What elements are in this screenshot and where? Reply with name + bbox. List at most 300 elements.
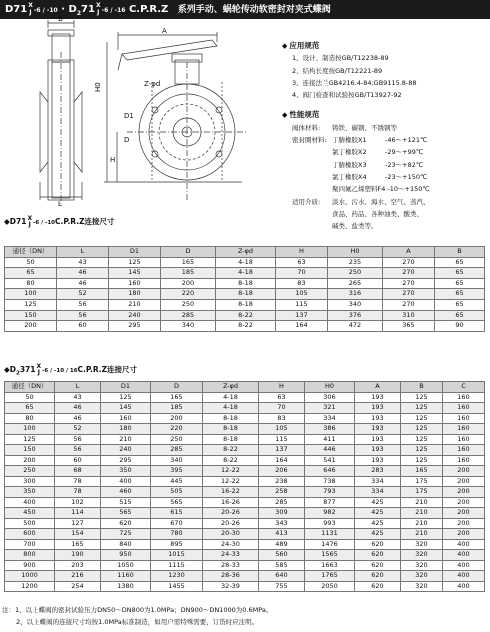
column-header: D1 <box>101 382 151 393</box>
table-cell: 210 <box>401 508 443 519</box>
table-cell: 615 <box>151 508 203 519</box>
table-cell: 200 <box>443 518 485 529</box>
table-cell: 840 <box>101 539 151 550</box>
table-cell: 145 <box>101 403 151 414</box>
table-cell: 295 <box>109 321 161 332</box>
table-cell: 165 <box>401 466 443 477</box>
apply-item: 2、结构长度按GB/T12221-89 <box>292 66 383 75</box>
table-cell: 8-22 <box>216 310 276 321</box>
table-cell: 250 <box>5 466 55 477</box>
table-cell: 240 <box>109 310 161 321</box>
table-cell: 193 <box>355 445 401 456</box>
table-cell: 1230 <box>151 571 203 582</box>
column-header: D1 <box>109 247 161 258</box>
table-cell: 52 <box>55 424 101 435</box>
table-cell: 200 <box>5 455 55 466</box>
table-cell: 56 <box>55 445 101 456</box>
table-cell: 165 <box>55 539 101 550</box>
table-cell: 993 <box>305 518 355 529</box>
table-cell: 755 <box>259 581 305 592</box>
table-cell: 565 <box>151 497 203 508</box>
table-cell: 738 <box>305 476 355 487</box>
table-cell: 1160 <box>101 571 151 582</box>
table-row <box>5 518 485 529</box>
table-cell: 160 <box>443 434 485 445</box>
table-cell: 1455 <box>151 581 203 592</box>
table-cell: 60 <box>55 455 101 466</box>
table-cell: 115 <box>276 299 328 310</box>
table-cell: 24-33 <box>203 550 259 561</box>
table-row <box>5 289 485 300</box>
table-cell: 137 <box>276 310 328 321</box>
diamond-icon: ◆ <box>282 111 288 120</box>
media-row: 食品、药品、各种油类、酸类、 <box>332 209 423 218</box>
table-cell: 65 <box>435 289 485 300</box>
table-cell: 1200 <box>5 581 55 592</box>
table-cell: 950 <box>101 550 151 561</box>
table-cell: 46 <box>57 278 109 289</box>
table-cell: 63 <box>276 257 328 268</box>
table-cell: 127 <box>55 518 101 529</box>
table1-caption: ◆D71 X J -6 / -10C.P.R.Z连接尺寸 <box>4 215 115 228</box>
table-cell: 780 <box>151 529 203 540</box>
table-cell: 164 <box>259 455 305 466</box>
model2-sub: 2 <box>76 10 82 17</box>
table-cell: 180 <box>101 424 151 435</box>
table-cell: 8-18 <box>216 289 276 300</box>
table-cell: 165 <box>151 392 203 403</box>
table-header-row <box>5 247 485 258</box>
table-cell: 65 <box>435 299 485 310</box>
table-cell: 203 <box>55 560 101 571</box>
table-cell: 16-26 <box>203 497 259 508</box>
table-row <box>5 257 485 268</box>
header-title: 系列手动、蜗轮传动软密封对夹式蝶阀 <box>177 5 331 15</box>
table-cell: 620 <box>355 571 401 582</box>
table-cell: 895 <box>151 539 203 550</box>
table-cell: 210 <box>101 434 151 445</box>
dim-label-b: B <box>58 15 63 23</box>
table-cell: 1050 <box>101 560 151 571</box>
table-cell: 334 <box>305 413 355 424</box>
table-cell: 500 <box>5 518 55 529</box>
table-cell: 400 <box>5 497 55 508</box>
table-cell: 877 <box>305 497 355 508</box>
apply-title: ◆ 应用规范 <box>282 41 320 50</box>
table-cell: 220 <box>161 289 216 300</box>
table-cell: 425 <box>355 529 401 540</box>
table-cell: 56 <box>57 299 109 310</box>
table-cell: 238 <box>259 476 305 487</box>
table-cell: 125 <box>401 434 443 445</box>
table-cell: 125 <box>5 434 55 445</box>
dim-label-z: Z-φd <box>144 80 161 88</box>
seal-row: 丁腈橡胶X3 -23～+82℃ <box>332 160 424 169</box>
table-cell: 78 <box>55 487 101 498</box>
column-header: A <box>355 382 401 393</box>
apply-item: 3、连接法兰GB4216.4-84;GB9115.8-88 <box>292 78 417 87</box>
table-cell: 32-39 <box>203 581 259 592</box>
table-cell: 50 <box>5 392 55 403</box>
table-cell: 150 <box>5 445 55 456</box>
table-cell: 150 <box>5 310 57 321</box>
table-row <box>5 466 485 477</box>
table-cell: 193 <box>355 424 401 435</box>
table-cell: 350 <box>101 466 151 477</box>
table-cell: 285 <box>161 310 216 321</box>
table-cell: 2050 <box>305 581 355 592</box>
table-cell: 386 <box>305 424 355 435</box>
table-cell: 283 <box>355 466 401 477</box>
table-cell: 50 <box>5 257 57 268</box>
table-cell: 250 <box>328 268 383 279</box>
table-cell: 285 <box>151 445 203 456</box>
header-separator: · <box>61 4 66 15</box>
table-row <box>5 268 485 279</box>
table-cell: 175 <box>401 476 443 487</box>
table-cell: 620 <box>355 560 401 571</box>
dim-label-d1: D1 <box>124 112 134 120</box>
table-cell: 125 <box>401 413 443 424</box>
table-cell: 310 <box>383 310 435 321</box>
table-cell: 4-18 <box>203 403 259 414</box>
model2-xj: X J <box>95 2 101 16</box>
model1-pressure: -6 / -10 <box>33 7 58 14</box>
model2-pressure: -6 / -16 <box>101 7 126 14</box>
valve-drawing <box>12 15 267 208</box>
table-cell: 285 <box>259 497 305 508</box>
table-cell: 100 <box>5 289 57 300</box>
table-cell: 316 <box>328 289 383 300</box>
table-cell: 235 <box>328 257 383 268</box>
table-cell: 425 <box>355 497 401 508</box>
diamond-icon: ◆ <box>4 217 10 226</box>
table-cell: 400 <box>443 550 485 561</box>
table-cell: 254 <box>55 581 101 592</box>
table-cell: 20-26 <box>203 518 259 529</box>
table-cell: 46 <box>57 268 109 279</box>
column-header: C <box>443 382 485 393</box>
table-cell: 190 <box>55 550 101 561</box>
table-cell: 200 <box>443 508 485 519</box>
table-cell: 340 <box>151 455 203 466</box>
table-cell: 70 <box>276 268 328 279</box>
model1-xj: X J <box>28 2 33 16</box>
table-cell: 60 <box>57 321 109 332</box>
table-cell: 200 <box>161 278 216 289</box>
model2-mid: 71 <box>81 4 95 15</box>
dim-label-l: L <box>58 200 62 208</box>
seal-row: 氯丁橡胶X4 -23～+150℃ <box>332 172 428 181</box>
table-cell: 489 <box>259 539 305 550</box>
table-cell: 210 <box>109 299 161 310</box>
table-cell: 620 <box>355 581 401 592</box>
table-cell: 411 <box>305 434 355 445</box>
table1 <box>4 246 485 332</box>
table-cell: 200 <box>443 476 485 487</box>
table-cell: 70 <box>259 403 305 414</box>
table-cell: 1015 <box>151 550 203 561</box>
dim-label-d: D <box>124 136 130 144</box>
table-cell: 620 <box>355 550 401 561</box>
table-cell: 193 <box>355 434 401 445</box>
table-cell: 270 <box>383 278 435 289</box>
column-header: L <box>57 247 109 258</box>
column-header: Z-φd <box>203 382 259 393</box>
seal-material-row: 密封圈材料: 丁腈橡胶X1 -46～+121℃ <box>292 136 428 145</box>
table-cell: 1765 <box>305 571 355 582</box>
dim-label-h: H <box>110 156 116 164</box>
table-cell: 8-18 <box>216 278 276 289</box>
page-header <box>0 0 490 19</box>
table-cell: 725 <box>101 529 151 540</box>
table-cell: 16-22 <box>203 487 259 498</box>
table-cell: 395 <box>151 466 203 477</box>
table-cell: 65 <box>5 268 57 279</box>
table-cell: 145 <box>109 268 161 279</box>
table-cell: 334 <box>355 487 401 498</box>
table-row <box>5 413 485 424</box>
table-cell: 265 <box>328 278 383 289</box>
table-cell: 193 <box>355 403 401 414</box>
table-cell: 210 <box>401 518 443 529</box>
table-cell: 180 <box>109 289 161 300</box>
table-row <box>5 321 485 332</box>
table-cell: 83 <box>259 413 305 424</box>
dim-label-a: A <box>162 27 167 35</box>
dim-label-h0: H0 <box>94 82 102 92</box>
column-header: B <box>401 382 443 393</box>
table-cell: 8-22 <box>203 455 259 466</box>
table-cell: 425 <box>355 518 401 529</box>
table-cell: 206 <box>259 466 305 477</box>
column-header: B <box>435 247 485 258</box>
column-header: D <box>161 247 216 258</box>
table-row <box>5 497 485 508</box>
media-row: 碱类、盐类等。 <box>332 222 378 231</box>
table-cell: 793 <box>305 487 355 498</box>
table-cell: 193 <box>355 392 401 403</box>
table-cell: 160 <box>443 424 485 435</box>
table-cell: 400 <box>443 539 485 550</box>
table-cell: 4-18 <box>203 392 259 403</box>
table-row <box>5 476 485 487</box>
media-row: 适用介质: 淡水、污水、海水、空气、蒸汽、 <box>292 197 430 206</box>
table-cell: 83 <box>276 278 328 289</box>
table-cell: 80 <box>5 278 57 289</box>
column-header: H <box>259 382 305 393</box>
table-cell: 250 <box>161 299 216 310</box>
table-cell: 350 <box>5 487 55 498</box>
table-header-row <box>5 382 485 393</box>
table-cell: 1115 <box>151 560 203 571</box>
table-cell: 137 <box>259 445 305 456</box>
table-cell: 585 <box>259 560 305 571</box>
column-header: 通径（DN） <box>5 382 55 393</box>
table-cell: 125 <box>109 257 161 268</box>
table-cell: 105 <box>259 424 305 435</box>
table-cell: 200 <box>443 497 485 508</box>
table-cell: 300 <box>5 476 55 487</box>
table-cell: 4-18 <box>216 268 276 279</box>
table-cell: 250 <box>151 434 203 445</box>
table-cell: 505 <box>151 487 203 498</box>
table-cell: 105 <box>276 289 328 300</box>
table-cell: 154 <box>55 529 101 540</box>
table-cell: 125 <box>5 299 57 310</box>
table-row <box>5 455 485 466</box>
table-cell: 46 <box>55 403 101 414</box>
ptfe-row: 聚四氟乙烯塑料F4 -10～+150℃ <box>332 185 430 194</box>
table-cell: 46 <box>55 413 101 424</box>
table-cell: 78 <box>55 476 101 487</box>
table-cell: 413 <box>259 529 305 540</box>
table-row <box>5 403 485 414</box>
table-row <box>5 529 485 540</box>
table-cell: 309 <box>259 508 305 519</box>
note-line: 2、以上蝶阀的连接尺寸均按1.0MPa标准制造，如用户需特殊需要，订货时应注明。 <box>16 618 259 626</box>
table-cell: 320 <box>401 571 443 582</box>
table-cell: 1000 <box>5 571 55 582</box>
table-cell: 65 <box>435 278 485 289</box>
table-row <box>5 310 485 321</box>
table-cell: 450 <box>5 508 55 519</box>
table-cell: 1131 <box>305 529 355 540</box>
table-cell: 8-18 <box>203 434 259 445</box>
notes <box>2 604 272 628</box>
table-cell: 340 <box>328 299 383 310</box>
table-cell: 270 <box>383 268 435 279</box>
table2-caption: $◆D_2371$ X J -6 / -10 / 16C.P.R.Z连接尺寸 <box>4 363 138 377</box>
table-cell: 560 <box>259 550 305 561</box>
table-cell: 200 <box>443 466 485 477</box>
table-cell: 321 <box>305 403 355 414</box>
model2: D <box>68 4 77 15</box>
table-cell: 56 <box>57 310 109 321</box>
table-cell: 200 <box>443 529 485 540</box>
table-row <box>5 424 485 435</box>
table-cell: 160 <box>443 392 485 403</box>
table-cell: 52 <box>57 289 109 300</box>
table-cell: 400 <box>443 560 485 571</box>
table-cell: 8-18 <box>203 424 259 435</box>
table-cell: 4-18 <box>216 257 276 268</box>
table-cell: 125 <box>401 392 443 403</box>
table-row <box>5 571 485 582</box>
table-cell: 340 <box>161 321 216 332</box>
table-cell: 700 <box>5 539 55 550</box>
table-row <box>5 560 485 571</box>
table-cell: 115 <box>259 434 305 445</box>
column-header: L <box>55 382 101 393</box>
table-cell: 12-22 <box>203 476 259 487</box>
table-cell: 270 <box>383 257 435 268</box>
model2-tail: C.P.R.Z <box>128 4 169 15</box>
table-cell: 200 <box>5 321 57 332</box>
table-row <box>5 550 485 561</box>
table-cell: 200 <box>443 487 485 498</box>
diamond-icon: ◆ <box>282 42 288 50</box>
table-cell: 620 <box>355 539 401 550</box>
table-cell: 400 <box>101 476 151 487</box>
table-cell: 43 <box>55 392 101 403</box>
table-cell: 65 <box>435 268 485 279</box>
apply-item: 1、设计、制造按GB/T12238-89 <box>292 54 389 63</box>
column-header: Z-φd <box>216 247 276 258</box>
table-cell: 258 <box>259 487 305 498</box>
table-cell: 900 <box>5 560 55 571</box>
table-row <box>5 445 485 456</box>
table-cell: 193 <box>355 455 401 466</box>
table-cell: 164 <box>276 321 328 332</box>
column-header: H0 <box>305 382 355 393</box>
table-cell: 65 <box>435 257 485 268</box>
table-cell: 472 <box>328 321 383 332</box>
table-cell: 200 <box>151 413 203 424</box>
table-cell: 670 <box>151 518 203 529</box>
table-cell: 320 <box>401 550 443 561</box>
table-cell: 1663 <box>305 560 355 571</box>
table-cell: 68 <box>55 466 101 477</box>
table-cell: 65 <box>435 310 485 321</box>
table-cell: 240 <box>101 445 151 456</box>
body-material-row: 阀体材料: 铸铁、碳钢、不锈钢等 <box>292 123 397 132</box>
table-cell: 56 <box>55 434 101 445</box>
table-cell: 460 <box>101 487 151 498</box>
table-row <box>5 434 485 445</box>
table-cell: 210 <box>401 497 443 508</box>
note-line: 注：1、以上蝶阀的密封试验压力DN50～DN800为1.0MPa；DN900～DN1000为0.6MPa。 <box>2 606 273 614</box>
table-cell: 425 <box>355 508 401 519</box>
perf-title: ◆ 性能规范 <box>282 110 320 120</box>
table-cell: 800 <box>5 550 55 561</box>
table-cell: 165 <box>161 257 216 268</box>
table-cell: 216 <box>55 571 101 582</box>
table-cell: 620 <box>101 518 151 529</box>
table-cell: 125 <box>401 445 443 456</box>
table-cell: 100 <box>5 424 55 435</box>
table2 <box>4 381 485 592</box>
table-cell: 114 <box>55 508 101 519</box>
table-cell: 125 <box>101 392 151 403</box>
table-cell: 445 <box>151 476 203 487</box>
column-header: D <box>151 382 203 393</box>
table-cell: 160 <box>443 455 485 466</box>
seal-row: 氯丁橡胶X2 -29～+99℃ <box>332 148 424 157</box>
table-cell: 600 <box>5 529 55 540</box>
table-cell: 8-22 <box>203 445 259 456</box>
table-cell: 28-36 <box>203 571 259 582</box>
table-cell: 1565 <box>305 550 355 561</box>
table-cell: 306 <box>305 392 355 403</box>
table-cell: 210 <box>401 529 443 540</box>
table-cell: 160 <box>109 278 161 289</box>
table-cell: 365 <box>383 321 435 332</box>
column-header: H0 <box>328 247 383 258</box>
table-row <box>5 508 485 519</box>
table-cell: 270 <box>383 289 435 300</box>
table-cell: 125 <box>401 424 443 435</box>
table-row <box>5 278 485 289</box>
table-cell: 80 <box>5 413 55 424</box>
table-cell: 982 <box>305 508 355 519</box>
table-cell: 102 <box>55 497 101 508</box>
table-cell: 343 <box>259 518 305 529</box>
table-cell: 20-26 <box>203 508 259 519</box>
table-cell: 185 <box>151 403 203 414</box>
table-cell: 125 <box>401 403 443 414</box>
column-header: H <box>276 247 328 258</box>
